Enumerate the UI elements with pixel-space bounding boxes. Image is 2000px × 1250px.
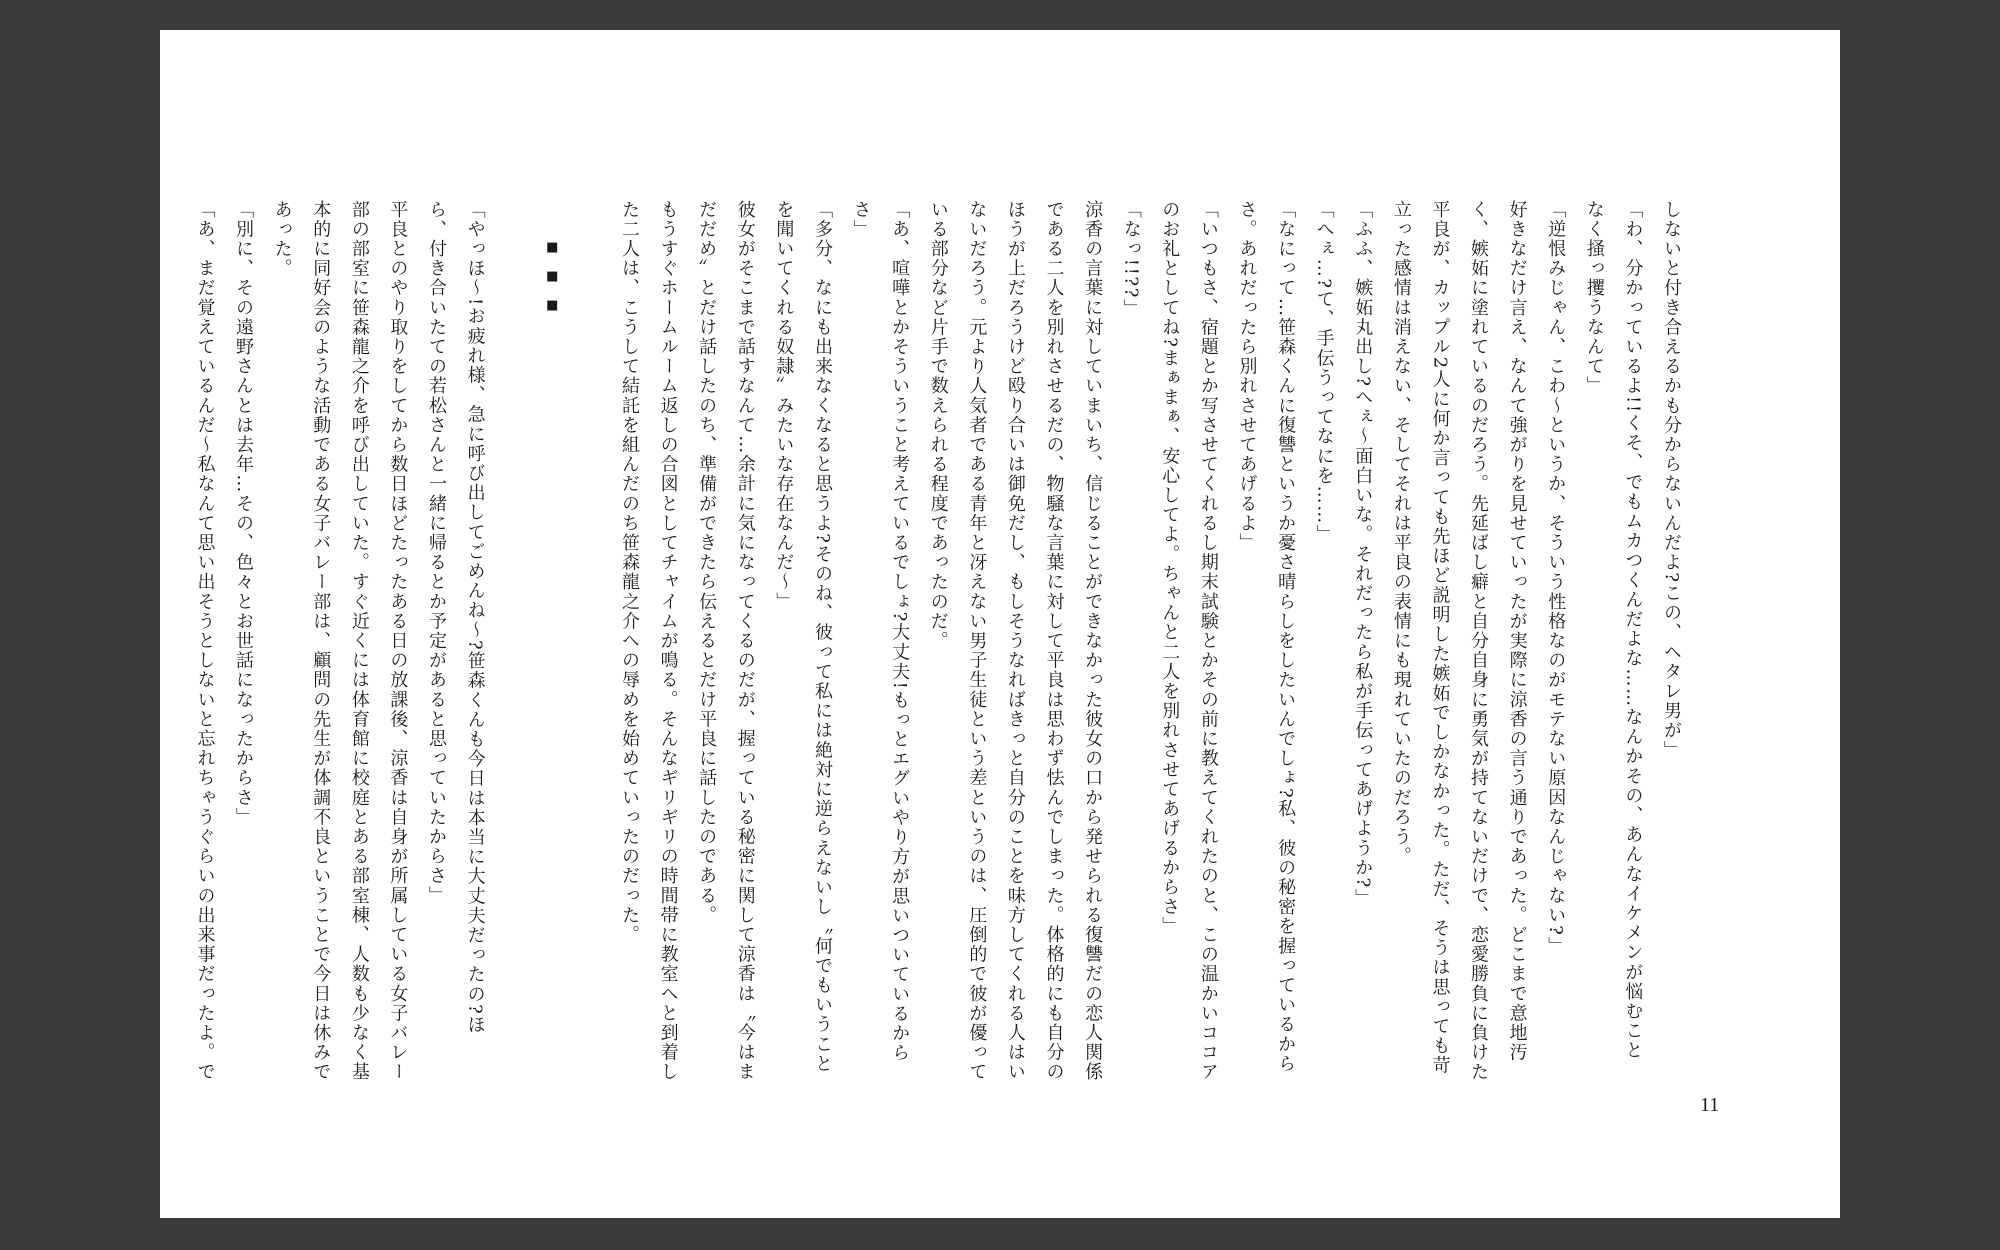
text-line: 平良とのやり取りをしてから数日ほどたったある日の放課後、涼香は自身が所属している女子バレー — [387, 200, 409, 1082]
section-break: ■■■ — [544, 240, 560, 327]
text-line: 「へぇ…?て、手伝うってなにを……」 — [1313, 200, 1335, 545]
page-number: 11 — [1700, 1094, 1720, 1116]
text-line: 本的に同好会のような活動である女子バレー部は、顧問の先生が体調不良ということで今日は休みで — [310, 200, 332, 1082]
text-line: 「やっほ〜!お疲れ様、急に呼び出してごめんね〜?笹森くんも今日は本当に大丈夫だったの?ほ — [464, 200, 486, 1035]
vertical-text-body — [194, 200, 1690, 1120]
text-line: 好きなだけ言え、なんて強がりを見せていったが実際に涼香の言う通りであった。どこまで意地汚 — [1506, 200, 1528, 1063]
text-line: 「別に、その遠野さんとは去年…その、色々とお世話になったからさ」 — [233, 200, 255, 828]
text-line: 「ふふ、嫉妬丸出し?へぇ〜面白いな。それだったら私が手伝ってあげようか?」 — [1352, 200, 1374, 909]
text-line: ないだろう。元より人気者である青年と冴えない男子生徒という差というのは、圧倒的で彼が優って — [966, 200, 988, 1082]
text-line: さ。あれだったら別れさせてあげるよ」 — [1236, 200, 1258, 553]
text-line: あった。 — [271, 200, 293, 279]
blank-line — [494, 200, 533, 1120]
text-line: く、嫉妬に塗れているのだろう。先延ばし癖と自分自身に勇気が持てないだけで、恋愛勝負に負けた — [1468, 200, 1490, 1082]
text-line: である二人を別れさせるだの、物騒な言葉に対して平良は思わず怯んでしまった。体格的にも自分の — [1043, 200, 1065, 1082]
text-line: だだめ〟とだけ話したのち、準備ができたら伝えるとだけ平良に話したのである。 — [696, 200, 718, 926]
blank-line — [571, 200, 610, 1120]
document-page — [160, 30, 1840, 1218]
text-line: さ」 — [850, 200, 872, 240]
text-line: た二人は、こうして結託を組んだのち笹森龍之介への辱めを始めていったのだった。 — [618, 200, 640, 945]
text-line: 彼女がそこまで話すなんて…余計に気になってくるのだが、握っている秘密に関して涼香は〝今はま — [734, 200, 756, 1082]
text-line: を聞いてくれる奴隷〟みたいな存在なんだ〜」 — [773, 200, 795, 612]
text-line: 「逆恨みじゃん、こわ〜というか、そういう性格なのがモテない原因なんじゃない?」 — [1545, 200, 1567, 957]
text-line: ほうが上だろうけど殴り合いは御免だし、もしそうなればきっと自分のことを味方してくれる人はい — [1004, 200, 1026, 1082]
text-line: 平良が、カップル2人に何か言っても先ほど説明した嫉妬でしかなかった。ただ、そうは思っても苛 — [1429, 200, 1451, 1076]
text-line: ら、付き合いたての若松さんと一緒に帰るとか予定があると思っていたからさ」 — [426, 200, 447, 906]
text-line: 部の部室に笹森龍之介を呼び出していた。すぐ近くには体育館に校庭とある部室棟、人数も少なく基 — [348, 200, 370, 1082]
text-line: 「なっ!!??」 — [1120, 200, 1142, 319]
text-line: いる部分など片手で数えられる程度であったのだ。 — [927, 200, 949, 651]
text-line: 「多分、なにも出来なくなると思うよ?そのね、彼って私には絶対に逆らえないし〝何でもいうこと — [811, 200, 833, 1074]
text-line: のお礼としてね?まぁまぁ、安心してよ。ちゃんと二人を別れさせてあげるからさ」 — [1159, 200, 1181, 937]
text-line: もうすぐホームルーム返しの合図としてチャイムが鳴る。そんなギリギリの時間帯に教室へと到着し — [657, 200, 679, 1082]
text-line: 立った感情は消えない、そしてそれは平良の表情にも現れていたのだろう。 — [1390, 200, 1412, 867]
text-line: しないと付き合えるかも分からないんだよ?この、ヘタレ男が」 — [1661, 200, 1682, 761]
text-line: 涼香の言葉に対していまいち、信じることができなかった彼女の口から発せられる復讐だの恋人関係 — [1082, 200, 1104, 1082]
text-line: 「なにって…笹森くんに復讐というか憂さ晴らしをしたいんでしょ?私、彼の秘密を握っているから — [1275, 200, 1297, 1074]
text-line: 「いつもさ、宿題とか写させてくれるし期末試験とかその前に教えてくれたのと、この温かいココア — [1197, 200, 1219, 1082]
text-line: 「あ、喧嘩とかそういうこと考えているでしょ?大丈夫!もっとエグいやり方が思いついているから — [889, 200, 911, 1063]
text-line: 「あ、まだ覚えているんだ〜私なんて思い出そうとしないと忘れちゃうぐらいの出来事だったよ。で — [194, 200, 216, 1082]
text-line: 「わ、分かっているよ!!くそ、でもムカつくんだよな……なんかその、あんなイケメンが悩むこと — [1622, 200, 1644, 1061]
text-line: なく掻っ攫うなんて」 — [1583, 200, 1605, 396]
